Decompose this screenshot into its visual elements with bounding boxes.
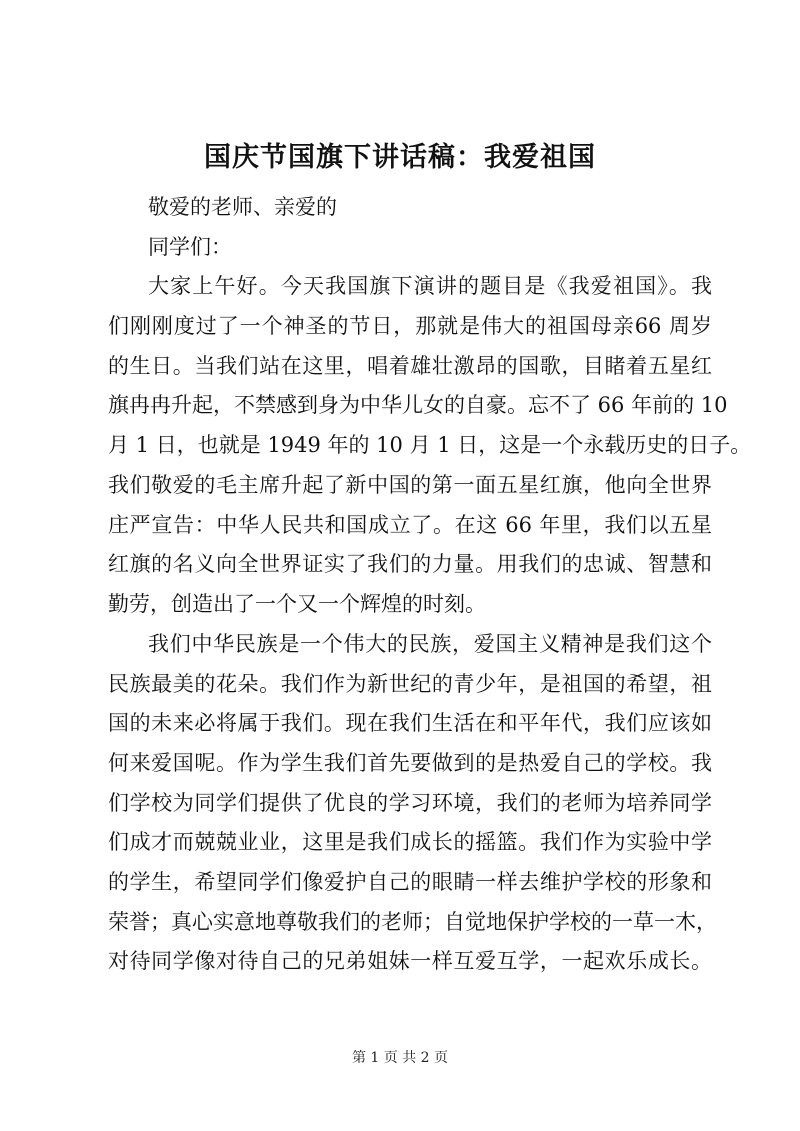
paragraph-2-line-6: 们成才而兢兢业业，这里是我们成长的摇篮。我们作为实验中学 — [108, 830, 712, 854]
paragraph-2-line-8: 荣誉；真心实意地尊敬我们的老师；自觉地保护学校的一草一木， — [108, 910, 717, 934]
paragraph-2-line-3: 国的未来必将属于我们。现在我们生活在和平年代，我们应该如 — [108, 711, 712, 735]
paragraph-1-line-5: 月 1 日，也就是 1949 年的 10 月 1 日，这是一个永载历史的日子。 — [108, 433, 752, 457]
salutation-line-1: 敬爱的老师、亲爱的 — [148, 195, 337, 219]
paragraph-2-line-7: 的学生，希望同学们像爱护自己的眼睛一样去维护学校的形象和 — [108, 870, 712, 894]
paragraph-2-line-9: 对待同学像对待自己的兄弟姐妹一样互爱互学，一起欢乐成长。 — [108, 949, 712, 973]
paragraph-1-line-4: 旗冉冉升起，不禁感到身为中华儿女的自豪。忘不了 66 年前的 10 — [108, 393, 728, 417]
paragraph-1-line-6: 我们敬爱的毛主席升起了新中国的第一面五星红旗，他向全世界 — [108, 473, 712, 497]
paragraph-1-line-2: 们刚刚度过了一个神圣的节日，那就是伟大的祖国母亲66 周岁 — [108, 314, 712, 338]
page-title: 国庆节国旗下讲话稿：我爱祖国 — [204, 142, 596, 173]
paragraph-2-line-1: 我们中华民族是一个伟大的民族，爱国主义精神是我们这个 — [148, 632, 712, 656]
paragraph-1-line-7: 庄严宣告：中华人民共和国成立了。在这 66 年里，我们以五星 — [108, 513, 712, 537]
paragraph-1-line-3: 的生日。当我们站在这里，唱着雄壮激昂的国歌，目睹着五星红 — [108, 354, 712, 378]
paragraph-2-line-5: 们学校为同学们提供了优良的学习环境，我们的老师为培养同学 — [108, 791, 712, 815]
paragraph-2-line-2: 民族最美的花朵。我们作为新世纪的青少年，是祖国的希望，祖 — [108, 672, 712, 696]
salutation-line-2: 同学们： — [148, 235, 232, 259]
page-footer: 第 1 页 共 2 页 — [351, 1050, 449, 1066]
paragraph-1-line-8: 红旗的名义向全世界证实了我们的力量。用我们的忠诚、智慧和 — [108, 552, 712, 576]
paragraph-1-line-9: 勤劳，创造出了一个又一个辉煌的时刻。 — [108, 592, 486, 616]
paragraph-2-line-4: 何来爱国呢。作为学生我们首先要做到的是热爱自己的学校。我 — [108, 751, 712, 775]
paragraph-1-line-1: 大家上午好。今天我国旗下演讲的题目是《我爱祖国》。我 — [148, 274, 712, 298]
